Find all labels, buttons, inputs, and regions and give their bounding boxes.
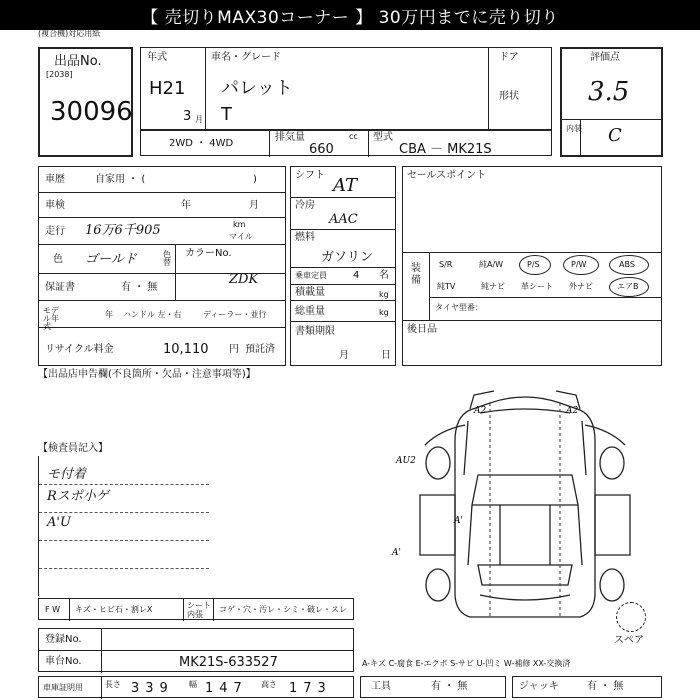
spare-tire-icon [616,602,646,632]
width-label: 幅 [189,680,197,689]
history-label: 車歴 [45,174,65,185]
reg-label: 登録No. [45,634,82,645]
mark-a2-left: A2 [474,406,487,416]
sales-point-label: セールスポイント [407,170,487,181]
equip-sr: S/R [439,260,453,269]
history-value: 自家用 ・ ( [95,174,146,185]
after-label: 後日品 [407,324,437,335]
damage-types-row [38,598,354,620]
damage-fw: F W [45,605,61,614]
equip-pw: P/W [571,260,587,269]
equip-abs: ABS [619,260,635,269]
car-diagram [390,385,660,625]
inspection-year: 年 [181,200,191,211]
lot-code: [2038] [46,70,73,79]
car-name: パレット [221,78,293,99]
spec-row [140,130,552,156]
mileage-label: 走行 [45,226,65,237]
lot-label: 出品No. [54,54,102,69]
capacity-label: 乗車定員 [295,271,327,280]
recycle-unit: 円 [229,344,239,355]
inspector-note-1: モ付着 [47,467,87,482]
inspection-month: 月 [249,200,259,211]
inspector-label: 【検査員記入】 [38,443,108,454]
equip-ps: P/S [527,260,540,269]
score-value: 3.5 [588,77,630,107]
width-value: 147 [205,681,248,696]
load-unit: kg [379,290,389,299]
inspector-notes-area [38,456,208,596]
dealer-import: ディーラー・並行 [203,310,267,319]
jack-value: 有 ・ 無 [587,681,624,692]
mark-a2-right: A2 [566,406,579,416]
interior-label: 内装 [566,124,582,133]
jack-box [512,676,662,698]
warranty-value: 有 ・ 無 [121,282,158,293]
ac-label: 冷房 [295,200,315,211]
inspection-label: 車検 [45,200,65,211]
warranty-label: 保証書 [45,282,75,293]
cc-unit: cc [349,132,358,141]
equip-label: 装備 [411,263,421,286]
history-block [38,166,286,366]
model-year-unit: 年 [105,310,113,319]
reg-chassis-box [38,628,354,672]
model-code: CBA － MK21S [399,142,492,157]
inspector-note-2: Rスポ小ゲ [47,489,109,504]
vehicle-box [140,47,552,130]
capacity-value: 4 [353,270,360,281]
equip-aw: 純A/W [479,260,504,269]
garage-cert-row [38,676,354,698]
length-value: 339 [131,681,174,696]
inspector-note-3: A'U [47,515,71,530]
mark-a1-left: A' [392,548,401,558]
interior-grade: C [608,125,622,146]
auction-sheet [0,30,700,700]
damage-interior: コゲ・穴・汚レ・シミ・破レ・スレ [219,605,347,614]
cert-label: 車庫証明用 [43,683,83,692]
year-label: 年式 [147,52,167,63]
ac-value: AAC [329,212,358,227]
fuel-label: 燃料 [295,232,315,243]
tools-box [360,676,506,698]
gross-unit: kg [379,308,389,317]
color-label: 色 [53,254,63,265]
fuel-value: ガソリン [321,250,374,265]
mark-au2: AU2 [396,456,416,466]
mile-unit: マイル [229,232,253,241]
equip-ext-navi: 外ナビ [569,282,593,291]
mileage: 16万6千905 [85,223,161,238]
chassis-number: MK21S-633527 [179,655,278,670]
shape-label: 形状 [499,91,519,102]
gross-label: 総重量 [295,306,325,317]
dealer-notes-label: 【出品店申告欄(不良箇所・欠品・注意事項等)】 [38,369,256,380]
tire-label: タイヤ型番： [435,303,483,312]
color-no: ZDK [229,272,259,287]
score-label: 評価点 [590,52,620,63]
color-value: ゴールド [85,252,137,267]
equip-navi: 純ナビ [481,282,505,291]
mark-a1-center: A' [454,516,463,526]
equipment-block [402,166,662,366]
shift-block [290,166,396,366]
history-close: ) [253,174,257,185]
equip-leather: 革シート [521,282,553,291]
recycle-fee: 10,110 [163,342,209,357]
model-label: 型式 [373,132,393,143]
docs-day: 日 [381,350,391,361]
recycle-label: リサイクル料金 [45,344,114,355]
damage-legend: A-キズ C-腐食 E-エクボ S-サビ U-凹ミ W-補修 XX-交換済 [362,659,571,668]
chassis-label: 車台No. [45,656,82,667]
car-name-label: 車名・グレード [211,52,281,63]
model-year-label: モデル年式 [43,306,59,331]
header-note: (複合機)対応用紙 [38,29,101,38]
shift-label: シフト [295,170,325,181]
height-value: 173 [289,681,332,696]
lot-box [38,47,133,157]
year-month: 3 [183,109,192,124]
drive-type: 2WD ・ 4WD [169,138,234,149]
year-era: H21 [149,78,186,99]
sale-banner: 【 売切りMAX30コーナー 】 30万円までに売り切り [0,0,700,30]
color-no-label: カラーNo. [185,248,232,259]
handle: ハンドル 左・右 [123,310,182,319]
month-unit: 月 [195,115,203,124]
jack-label: ジャッキ [519,681,559,692]
equip-tv: 純TV [437,282,456,291]
docs-month: 月 [339,350,349,361]
spare-label: スペア [614,635,644,646]
displacement-label: 排気量 [275,132,305,143]
docs-label: 書類期限 [295,326,335,337]
door-label: ドア [499,52,519,63]
equip-airbag: エアB [617,282,639,291]
capacity-unit: 名 [379,270,389,281]
color-change-label: 色替 [163,250,171,267]
load-label: 積載量 [295,287,325,298]
lot-number: 30096 [50,97,133,127]
km-unit: km [233,220,246,229]
shift-value: AT [333,175,358,196]
damage-seat-label: シート内張 [187,601,211,619]
displacement: 660 [309,142,334,157]
tools-label: 工具 [371,681,391,692]
length-label: 長さ [105,680,121,689]
height-label: 高さ [261,680,277,689]
tools-value: 有 ・ 無 [431,681,468,692]
damage-exterior: キズ・ヒビ石・割レX [75,605,153,614]
recycle-status: 預託済 [245,344,275,355]
score-box [560,47,663,157]
car-grade: T [221,104,232,125]
